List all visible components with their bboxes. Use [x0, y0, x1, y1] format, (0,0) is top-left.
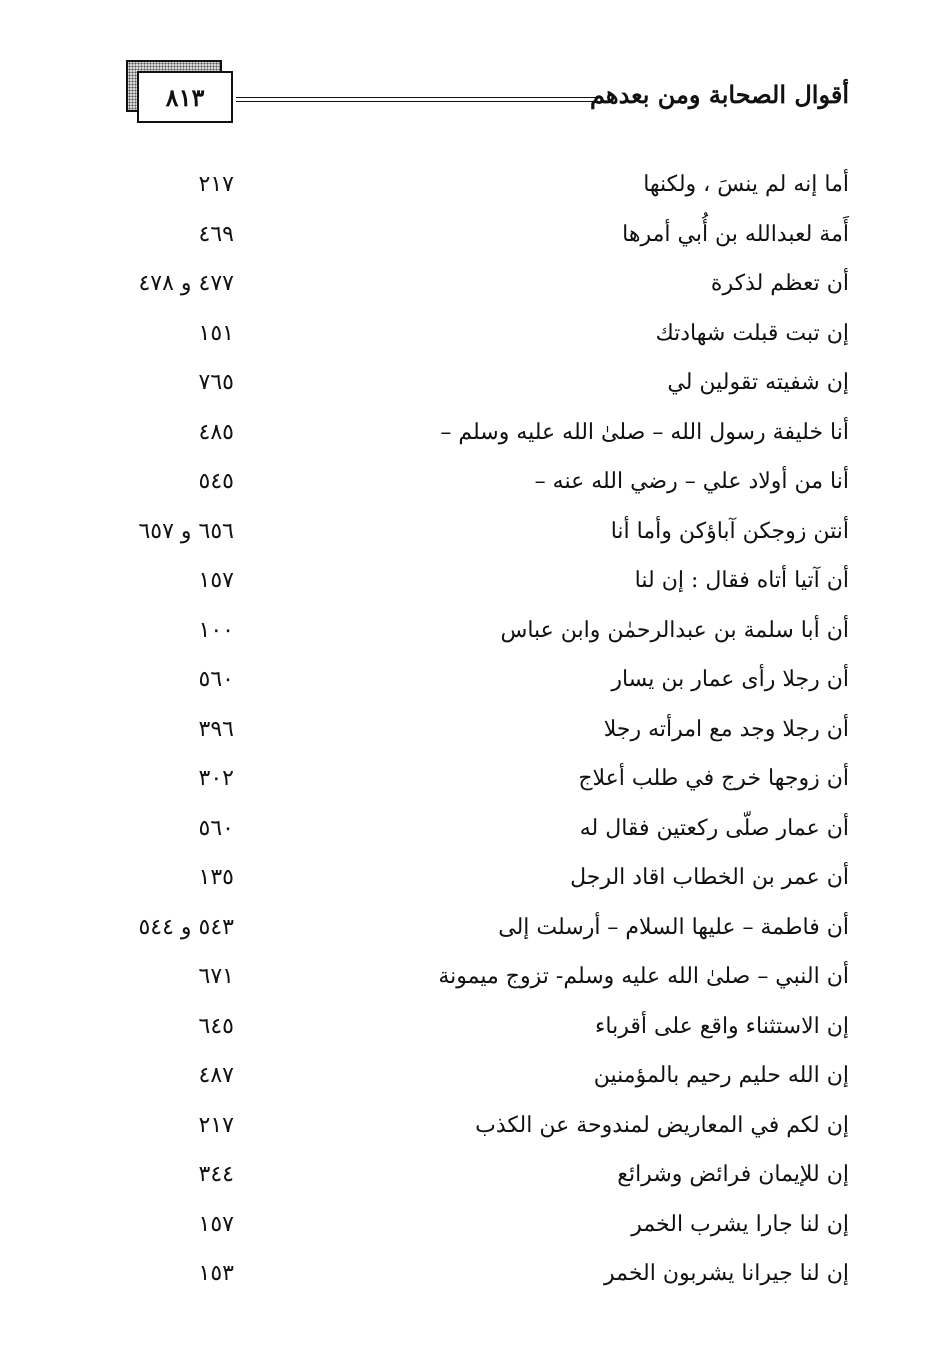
- index-entry: [0, 908, 952, 958]
- entry-text: إن لنا جيرانا يشربون الخمر: [603, 1261, 849, 1286]
- index-entry: [0, 512, 952, 562]
- entry-page-ref: ٤٨٧: [198, 1063, 234, 1088]
- entry-text: أَمة لعبدالله بن أُبي أمرها: [622, 221, 849, 247]
- entry-text: إن الاستثناء واقع على أقرباء: [595, 1013, 849, 1039]
- entry-text: أن عمر بن الخطاب اقاد الرجل: [570, 865, 849, 890]
- header-rule: [236, 97, 596, 102]
- entry-page-ref: ٢١٧: [198, 1112, 234, 1138]
- index-entry: [0, 809, 952, 859]
- entry-text: أن عمار صلّى ركعتين فقال له: [579, 815, 849, 841]
- entry-text: أما إنه لم ينسَ ، ولكنها: [643, 172, 849, 197]
- entry-text: أن رجلا رأى عمار بن يسار: [611, 667, 849, 692]
- entry-page-ref: ٧٦٥: [198, 370, 234, 395]
- entry-text: إن للإيمان فرائض وشرائع: [617, 1162, 849, 1187]
- index-entry: [0, 1007, 952, 1057]
- entry-page-ref: ١٠٠: [198, 617, 234, 643]
- index-entry: [0, 1254, 952, 1304]
- entry-text: أن تعظم لذكرة: [710, 271, 849, 296]
- entry-page-ref: ١٥٣: [198, 1261, 234, 1286]
- entry-text: أن أبا سلمة بن عبدالرحمٰن وابن عباس: [500, 617, 849, 643]
- page-number: ٨١٣: [137, 71, 233, 123]
- entry-text: أنا من أولاد علي – رضي الله عنه –: [534, 469, 849, 494]
- entry-text: أن النبي – صلىٰ الله عليه وسلم- تزوج ميمونة: [438, 964, 849, 989]
- entry-page-ref: ٤٦٩: [198, 221, 234, 247]
- index-entry: [0, 413, 952, 463]
- entry-page-ref: ١٣٥: [198, 865, 234, 890]
- index-entry: [0, 561, 952, 611]
- entry-text: أنا خليفة رسول الله – صلىٰ الله عليه وسلم –: [440, 419, 849, 445]
- entry-page-ref: ٣٤٤: [198, 1162, 234, 1187]
- entry-page-ref: ٤٧٧ و ٤٧٨: [138, 271, 234, 296]
- index-entry: [0, 314, 952, 364]
- entry-page-ref: ٥٤٣ و ٥٤٤: [138, 914, 234, 940]
- entry-page-ref: ٤٨٥: [198, 419, 234, 445]
- index-entry: [0, 1056, 952, 1106]
- index-entry: [0, 215, 952, 265]
- entry-text: إن تبت قبلت شهادتك: [655, 320, 849, 346]
- index-entry: [0, 363, 952, 413]
- entry-text: أنتن زوجكن آباؤكن وأما أنا: [610, 518, 849, 544]
- index-entry: [0, 710, 952, 760]
- entry-page-ref: ١٥٧: [198, 1211, 234, 1237]
- index-entry: [0, 611, 952, 661]
- entry-text: إن لكم في المعاريض لمندوحة عن الكذب: [475, 1112, 849, 1138]
- page-title: أقوال الصحابة ومن بعدهم: [589, 80, 849, 109]
- entry-text: أن رجلا وجد مع امرأته رجلا: [603, 716, 849, 742]
- entry-text: أن فاطمة – عليها السلام – أرسلت إلى: [498, 914, 849, 940]
- index-entry: [0, 165, 952, 215]
- entry-text: أن زوجها خرج في طلب أعلاج: [578, 766, 849, 791]
- entry-page-ref: ١٥١: [198, 320, 234, 346]
- entry-page-ref: ٦٧١: [198, 964, 234, 989]
- entry-page-ref: ١٥٧: [198, 568, 234, 593]
- entry-text: إن شفيته تقولين لي: [667, 370, 849, 395]
- index-entry: [0, 1205, 952, 1255]
- index-list: [0, 165, 952, 1304]
- index-entry: [0, 462, 952, 512]
- entry-page-ref: ٦٥٦ و ٦٥٧: [138, 518, 234, 544]
- entry-page-ref: ٣٩٦: [198, 716, 234, 742]
- entry-page-ref: ٦٤٥: [198, 1013, 234, 1039]
- index-entry: [0, 858, 952, 908]
- entry-page-ref: ٥٦٠: [198, 667, 234, 692]
- entry-page-ref: ٢١٧: [198, 172, 234, 197]
- page-header: [0, 0, 952, 140]
- index-entry: [0, 264, 952, 314]
- entry-text: إن لنا جارا يشرب الخمر: [631, 1211, 849, 1237]
- index-entry: [0, 759, 952, 809]
- entry-text: أن آتيا أتاه فقال : إن لنا: [634, 568, 849, 593]
- index-entry: [0, 957, 952, 1007]
- entry-page-ref: ٥٦٠: [198, 815, 234, 841]
- index-entry: [0, 660, 952, 710]
- index-entry: [0, 1106, 952, 1156]
- entry-text: إن الله حليم رحيم بالمؤمنين: [593, 1063, 849, 1088]
- index-entry: [0, 1155, 952, 1205]
- entry-page-ref: ٥٤٥: [198, 469, 234, 494]
- entry-page-ref: ٣٠٢: [198, 766, 234, 791]
